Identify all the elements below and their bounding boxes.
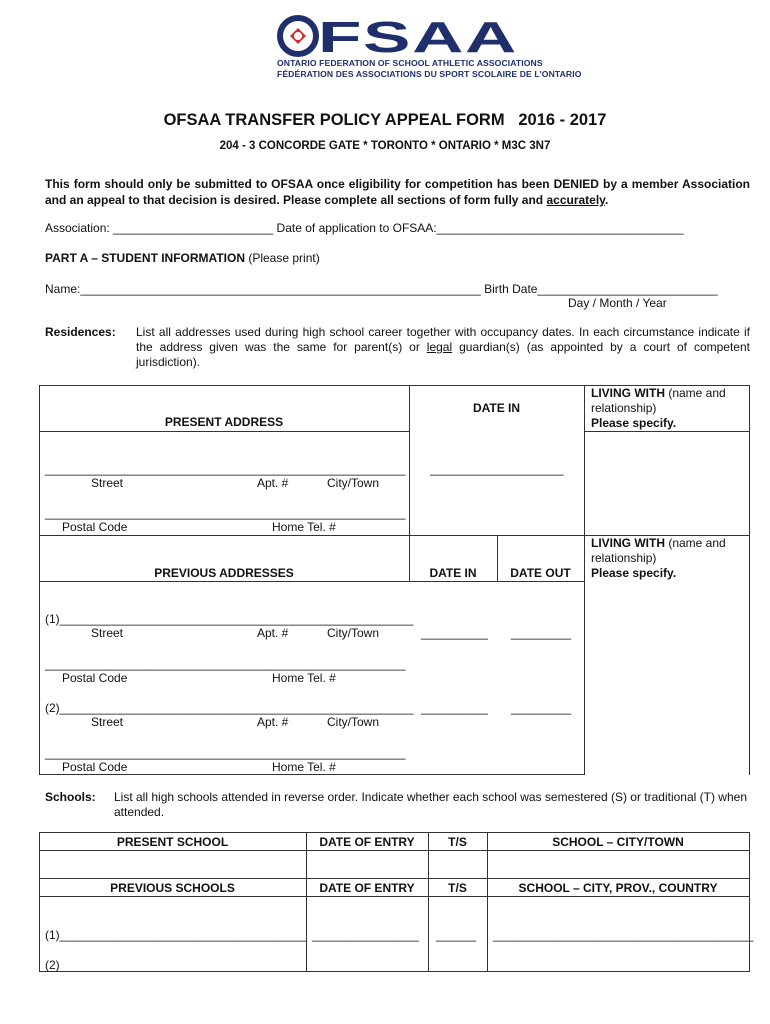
association-field[interactable]: Association: ________________________ Date of application to OFSAA:_____________________________________ [45,221,684,235]
school1-name-line: _____________________________________ [59,928,307,942]
prev1-city-label: City/Town [327,626,380,640]
school-city-town-header: SCHOOL – CITY/TOWN [552,835,684,849]
ts-header: T/S [448,835,467,849]
residences-text-end: guardian(s) (as appointed by a court of competent jurisdiction). [136,340,750,369]
prev2-postal-label: Postal Code [62,760,128,774]
home-tel-label: Home Tel. # [272,520,336,534]
prev2-home-tel-label: Home Tel. # [272,760,336,774]
prev1-home-tel-label: Home Tel. # [272,671,336,685]
prev1-line: _____________________________________________________ [59,612,414,626]
residences-label: Residences: [45,325,116,339]
residences-underlined: legal [426,340,453,354]
school2-label: (2) [45,958,60,972]
prev-ts-header: T/S [448,881,467,895]
school1-ts-line[interactable]: ______ [436,928,477,942]
prev-date-of-entry-header: DATE OF ENTRY [319,881,415,895]
present-street-line[interactable]: ______________________________________________________ [45,462,406,476]
prev2-date-out-line[interactable]: _________ [511,701,572,715]
prev2-line: _____________________________________________________ [59,701,414,715]
ofsaa-logo [276,14,521,58]
prev1-postal-label: Postal Code [62,671,128,685]
office-address: 204 - 3 CONCORDE GATE * TORONTO * ONTARIO * M3C 3N7 [219,140,551,152]
date-out-header: DATE OUT [510,566,571,580]
prev1-street-line[interactable] [45,612,413,626]
residences-text: List all addresses used during high school career together with occupancy dates. In each circumstance indicate if the address given was the same for parent(s) or [136,325,750,354]
prev-living-with-rest: (name and relationship) [591,536,726,565]
intro-end: . [604,193,609,207]
logo-line-2: FÉDÉRATION DES ASSOCIATIONS DU SPORT SCOLAIRE DE L'ONTARIO [277,69,582,79]
svg-text:FSAA: FSAA [318,14,518,58]
prev1-postal-line[interactable]: ______________________________________________________ [45,657,406,671]
part-a-heading [45,251,320,265]
prev1-label: (1) [45,612,60,626]
street-label: Street [91,476,124,490]
prev1-street-label: Street [91,626,124,640]
school1-date-line[interactable]: ________________ [312,928,419,942]
prev2-city-label: City/Town [327,715,380,729]
prev-living-with-header [591,536,741,581]
prev2-label: (2) [45,701,60,715]
form-title: OFSAA TRANSFER POLICY APPEAL FORM 2016 - 2017 [163,111,607,129]
school1-location-line[interactable]: _______________________________________ [493,928,754,942]
logo-subtitle [277,58,582,80]
intro-underlined: accurately [546,193,605,207]
city-label: City/Town [327,476,380,490]
living-with-rest: (name and relationship) [591,386,726,415]
school-city-prov-country-header: SCHOOL – CITY, PROV., COUNTRY [518,881,718,895]
ofsaa-wordmark-icon [276,14,521,58]
present-school-header: PRESENT SCHOOL [116,835,229,849]
present-address-header: PRESENT ADDRESS [164,415,284,429]
part-a-note: (Please print) [245,251,320,265]
prev-date-in-header: DATE IN [429,566,477,580]
prev2-postal-line[interactable]: ______________________________________________________ [45,746,406,760]
please-specify: Please specify. [591,416,677,430]
prev2-apt-label: Apt. # [257,715,289,729]
prev1-apt-label: Apt. # [257,626,289,640]
schools-label: Schools: [45,790,96,804]
logo-line-1: ONTARIO FEDERATION OF SCHOOL ATHLETIC ASSOCIATIONS [277,58,543,68]
part-a-title: PART A – STUDENT INFORMATION [45,251,245,265]
previous-addresses-header: PREVIOUS ADDRESSES [154,566,294,580]
previous-schools-header: PREVIOUS SCHOOLS [110,881,235,895]
name-field[interactable]: Name:____________________________________________________________ Birth Date___________________________ [45,282,718,296]
prev-living-with-bold: LIVING WITH [591,536,665,550]
intro-paragraph [45,176,750,208]
living-with-bold: LIVING WITH [591,386,665,400]
living-with-header [591,386,741,431]
prev2-street-label: Street [91,715,124,729]
date-format-label: Day / Month / Year [568,296,667,310]
prev1-date-in-line[interactable]: __________ [421,626,488,640]
prev2-date-in-line[interactable]: __________ [421,701,488,715]
schools-instructions: List all high schools attended in reverse order. Indicate whether each school was semestered (S) or traditional (T) when attended. [114,790,747,819]
date-in-header: DATE IN [472,401,521,415]
school1-label: (1) [45,928,60,942]
present-postal-line[interactable]: ______________________________________________________ [45,506,406,520]
date-of-entry-header: DATE OF ENTRY [319,835,415,849]
apt-label: Apt. # [257,476,289,490]
prev2-street-line[interactable] [45,701,413,715]
intro-text: This form should only be submitted to OFSAA once eligibility for competition has been DENIED by a member Association and an appeal to that decision is desired. Please complete all sections of form fully and [45,177,750,207]
prev1-date-out-line[interactable]: _________ [511,626,572,640]
prev-please-specify: Please specify. [591,566,677,580]
present-date-in-line[interactable]: ____________________ [430,462,564,476]
postal-code-label: Postal Code [62,520,128,534]
residences-instructions [136,325,750,370]
school1-line[interactable] [45,928,307,942]
